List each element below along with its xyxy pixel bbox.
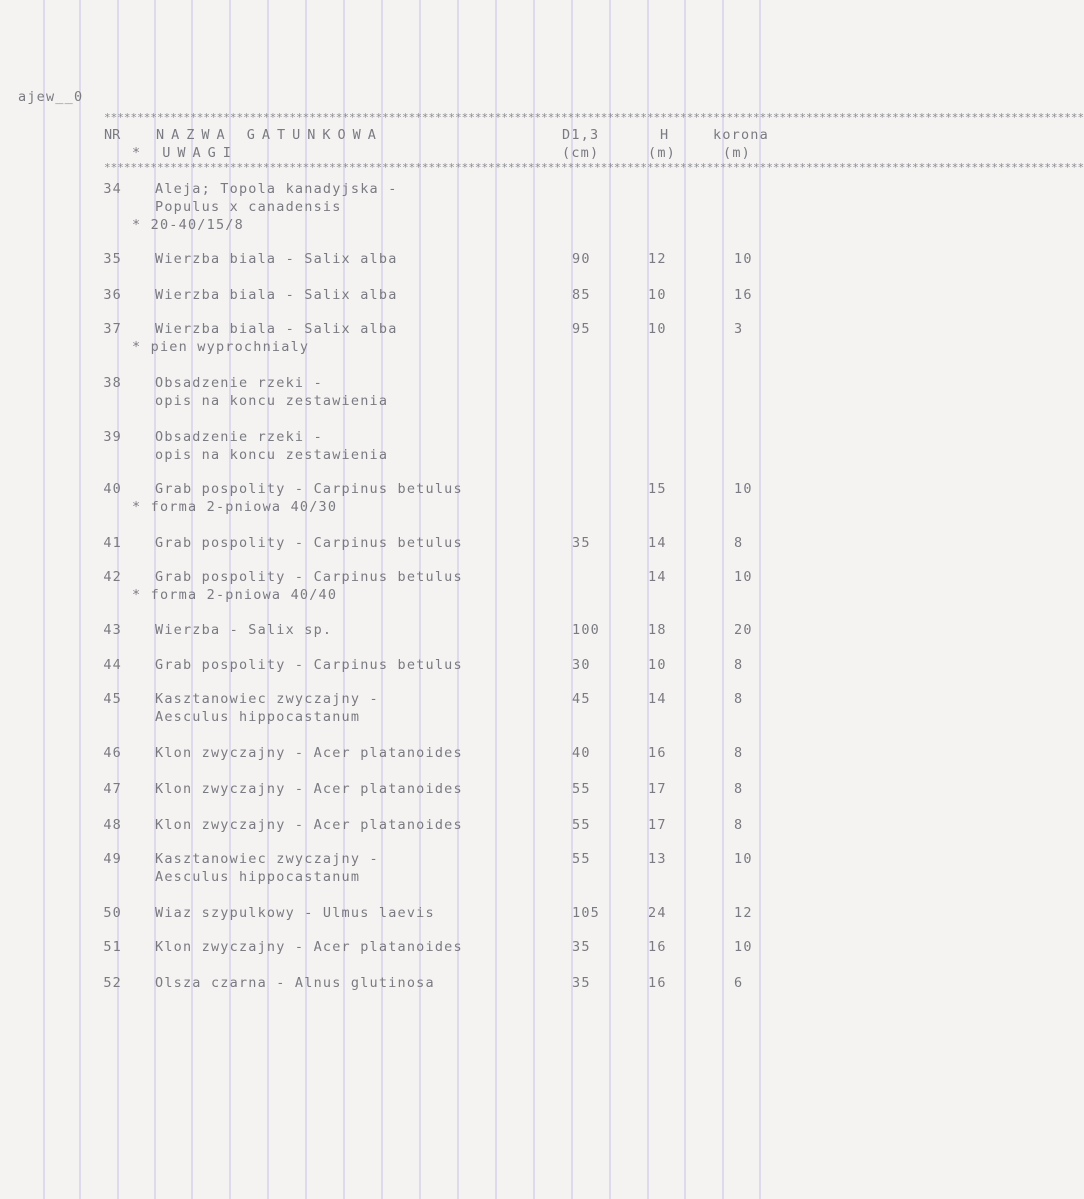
height-value: 16 xyxy=(648,745,667,761)
species-name-line: Grab pospolity - Carpinus betulus xyxy=(155,657,463,673)
height-value: 10 xyxy=(648,321,667,337)
crown-value: 10 xyxy=(734,939,753,955)
species-name-line: Grab pospolity - Carpinus betulus xyxy=(155,535,463,551)
header-height-unit: (m) xyxy=(648,145,676,161)
header-height: H xyxy=(660,127,670,143)
dbh-value: 85 xyxy=(572,287,591,303)
height-value: 17 xyxy=(648,781,667,797)
header-dbh-unit: (cm) xyxy=(562,145,600,161)
species-name-line: Aleja; Topola kanadyjska - xyxy=(155,181,398,197)
species-name-line: Wierzba - Salix sp. xyxy=(155,622,333,638)
species-name-line: Kasztanowiec zwyczajny - xyxy=(155,691,379,707)
dbh-value: 105 xyxy=(572,905,600,921)
species-name-line: Wiaz szypulkowy - Ulmus laevis xyxy=(155,905,435,921)
height-value: 13 xyxy=(648,851,667,867)
row-number: 40 xyxy=(103,481,122,497)
row-remark: * forma 2-pniowa 40/30 xyxy=(132,499,338,515)
species-name-line: Aesculus hippocastanum xyxy=(155,709,361,725)
separator-top: **************************************************************************************************************************************************** xyxy=(104,111,1084,124)
separator-bottom: **************************************************************************************************************************************************** xyxy=(104,161,1084,174)
crown-value: 10 xyxy=(734,851,753,867)
header-species-name: NAZWA GATUNKOWA xyxy=(156,127,383,143)
row-number: 51 xyxy=(103,939,122,955)
species-name-line: Wierzba biala - Salix alba xyxy=(155,251,398,267)
crown-value: 8 xyxy=(734,817,744,833)
row-number: 36 xyxy=(103,287,122,303)
dbh-value: 90 xyxy=(572,251,591,267)
species-name-line: Wierzba biala - Salix alba xyxy=(155,321,398,337)
header-dbh: D1,3 xyxy=(562,127,600,143)
crown-value: 8 xyxy=(734,691,744,707)
dbh-value: 35 xyxy=(572,939,591,955)
dbh-value: 35 xyxy=(572,975,591,991)
species-name-line: Wierzba biala - Salix alba xyxy=(155,287,398,303)
header-remarks: * UWAGI xyxy=(132,145,238,161)
row-remark: * forma 2-pniowa 40/40 xyxy=(132,587,338,603)
height-value: 18 xyxy=(648,622,667,638)
dbh-value: 45 xyxy=(572,691,591,707)
row-number: 44 xyxy=(103,657,122,673)
height-value: 12 xyxy=(648,251,667,267)
crown-value: 8 xyxy=(734,745,744,761)
height-value: 10 xyxy=(648,657,667,673)
species-name-line: Kasztanowiec zwyczajny - xyxy=(155,851,379,867)
crown-value: 20 xyxy=(734,622,753,638)
header-crown-unit: (m) xyxy=(723,145,751,161)
crown-value: 8 xyxy=(734,657,744,673)
crown-value: 8 xyxy=(734,535,744,551)
row-number: 46 xyxy=(103,745,122,761)
dbh-value: 55 xyxy=(572,851,591,867)
height-value: 24 xyxy=(648,905,667,921)
dbh-value: 100 xyxy=(572,622,600,638)
document-label: ajew__0 xyxy=(18,89,84,105)
dbh-value: 35 xyxy=(572,535,591,551)
crown-value: 12 xyxy=(734,905,753,921)
height-value: 16 xyxy=(648,975,667,991)
crown-value: 6 xyxy=(734,975,744,991)
dbh-value: 55 xyxy=(572,817,591,833)
dbh-value: 30 xyxy=(572,657,591,673)
row-number: 39 xyxy=(103,429,122,445)
species-name-line: Klon zwyczajny - Acer platanoides xyxy=(155,745,463,761)
species-name-line: Klon zwyczajny - Acer platanoides xyxy=(155,781,463,797)
row-number: 35 xyxy=(103,251,122,267)
row-number: 52 xyxy=(103,975,122,991)
dbh-value: 55 xyxy=(572,781,591,797)
height-value: 14 xyxy=(648,569,667,585)
crown-value: 8 xyxy=(734,781,744,797)
species-name-line: Grab pospolity - Carpinus betulus xyxy=(155,569,463,585)
row-number: 50 xyxy=(103,905,122,921)
species-name-line: Populus x canadensis xyxy=(155,199,342,215)
height-value: 16 xyxy=(648,939,667,955)
row-number: 34 xyxy=(103,181,122,197)
row-number: 42 xyxy=(103,569,122,585)
species-name-line: Grab pospolity - Carpinus betulus xyxy=(155,481,463,497)
crown-value: 10 xyxy=(734,569,753,585)
height-value: 17 xyxy=(648,817,667,833)
species-name-line: Olsza czarna - Alnus glutinosa xyxy=(155,975,435,991)
dbh-value: 40 xyxy=(572,745,591,761)
row-number: 47 xyxy=(103,781,122,797)
row-number: 48 xyxy=(103,817,122,833)
crown-value: 16 xyxy=(734,287,753,303)
crown-value: 3 xyxy=(734,321,744,337)
height-value: 10 xyxy=(648,287,667,303)
height-value: 14 xyxy=(648,535,667,551)
row-remark: * 20-40/15/8 xyxy=(132,217,244,233)
height-value: 14 xyxy=(648,691,667,707)
row-number: 49 xyxy=(103,851,122,867)
crown-value: 10 xyxy=(734,481,753,497)
row-number: 45 xyxy=(103,691,122,707)
row-number: 37 xyxy=(103,321,122,337)
header-crown: korona xyxy=(713,127,769,143)
row-number: 43 xyxy=(103,622,122,638)
species-name-line: Aesculus hippocastanum xyxy=(155,869,361,885)
species-name-line: Klon zwyczajny - Acer platanoides xyxy=(155,939,463,955)
row-remark: * pien wyprochnialy xyxy=(132,339,310,355)
row-number: 38 xyxy=(103,375,122,391)
row-number: 41 xyxy=(103,535,122,551)
height-value: 15 xyxy=(648,481,667,497)
species-name-line: opis na koncu zestawienia xyxy=(155,393,389,409)
species-name-line: opis na koncu zestawienia xyxy=(155,447,389,463)
species-name-line: Obsadzenie rzeki - xyxy=(155,375,323,391)
header-nr: NR xyxy=(104,127,121,143)
species-name-line: Klon zwyczajny - Acer platanoides xyxy=(155,817,463,833)
crown-value: 10 xyxy=(734,251,753,267)
species-name-line: Obsadzenie rzeki - xyxy=(155,429,323,445)
dbh-value: 95 xyxy=(572,321,591,337)
